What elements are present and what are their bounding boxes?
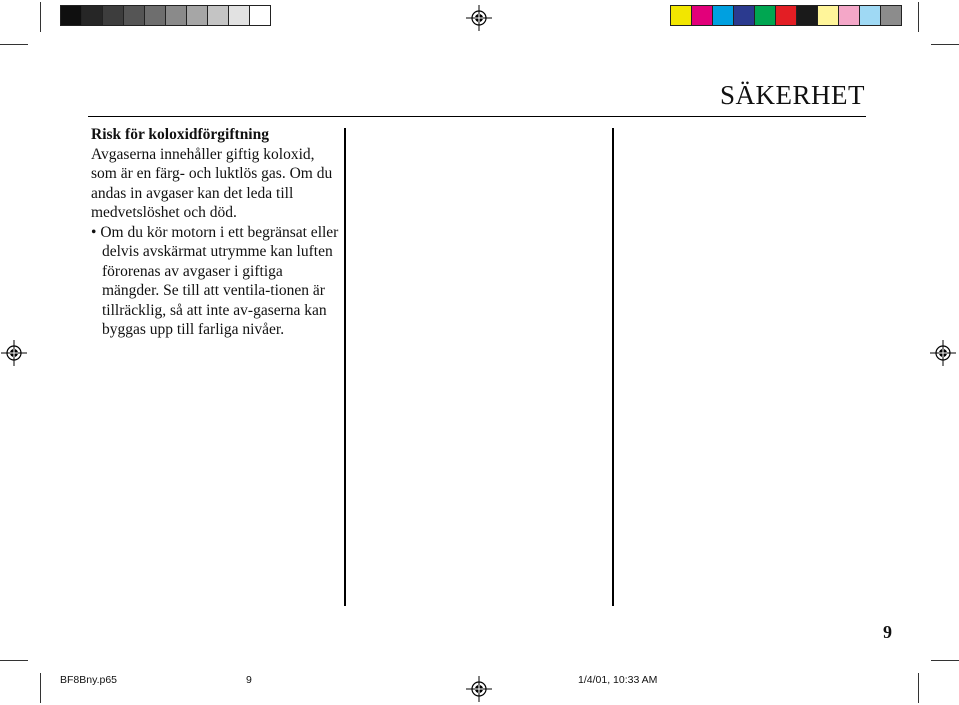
crop-mark-bottom-left-horizontal: [0, 660, 28, 661]
footer-filename: BF8Bny.p65: [60, 674, 118, 686]
gray-swatch: [103, 6, 124, 25]
registration-mark-bottom-icon: [466, 676, 492, 702]
warning-bullet: [91, 223, 341, 340]
color-swatch: [818, 6, 839, 25]
gray-swatch: [145, 6, 166, 25]
crop-mark-top-right-horizontal: [931, 44, 959, 45]
bullet-text: Om du kör motorn i ett begränsat eller delvis avskärmat utrymme kan luften förorenas av avgaser i giftiga mängder. Se till att ventila-tionen är tillräcklig, så att inte av-gaserna kan byggas upp till farliga nivåer.: [100, 223, 339, 338]
color-swatch: [692, 6, 713, 25]
grayscale-calibration-bar: [60, 5, 271, 26]
color-calibration-bar: [670, 5, 902, 26]
gray-swatch: [208, 6, 229, 25]
section-title: SÄKERHET: [720, 80, 865, 110]
color-swatch: [881, 6, 901, 25]
warning-paragraph: Avgaserna innehåller giftig koloxid, som är en färg- och luktlös gas. Om du andas in avgaser kan det leda till medvetslöshet och död.: [91, 145, 333, 221]
crop-mark-top-left-horizontal: [0, 44, 28, 45]
footer-timestamp: 1/4/01, 10:33 AM: [578, 674, 658, 686]
color-swatch: [755, 6, 776, 25]
gray-swatch: [187, 6, 208, 25]
warning-heading: Risk för koloxidförgiftning: [91, 126, 269, 143]
registration-mark-right-icon: [930, 340, 956, 366]
crop-mark-top-left-vertical: [40, 2, 41, 32]
crop-mark-bottom-right-horizontal: [931, 660, 959, 661]
registration-mark-left-icon: [1, 340, 27, 366]
crop-mark-bottom-left-vertical: [40, 673, 41, 703]
gray-swatch: [166, 6, 187, 25]
crop-mark-bottom-right-vertical: [918, 673, 919, 703]
color-swatch: [713, 6, 734, 25]
color-swatch: [671, 6, 692, 25]
color-swatch: [734, 6, 755, 25]
page-number: 9: [883, 622, 892, 642]
column-divider-right: [612, 128, 614, 606]
color-swatch: [839, 6, 860, 25]
gray-swatch: [82, 6, 103, 25]
column-divider-left: [344, 128, 346, 606]
text-column: [91, 125, 341, 340]
header-rule: [88, 116, 866, 117]
footer-page: 9: [246, 674, 252, 686]
registration-mark-top-icon: [466, 5, 492, 31]
crop-mark-top-right-vertical: [918, 2, 919, 32]
gray-swatch: [61, 6, 82, 25]
color-swatch: [776, 6, 797, 25]
bullet-symbol: •: [91, 223, 97, 241]
color-swatch: [860, 6, 881, 25]
gray-swatch: [250, 6, 270, 25]
color-swatch: [797, 6, 818, 25]
gray-swatch: [124, 6, 145, 25]
gray-swatch: [229, 6, 250, 25]
